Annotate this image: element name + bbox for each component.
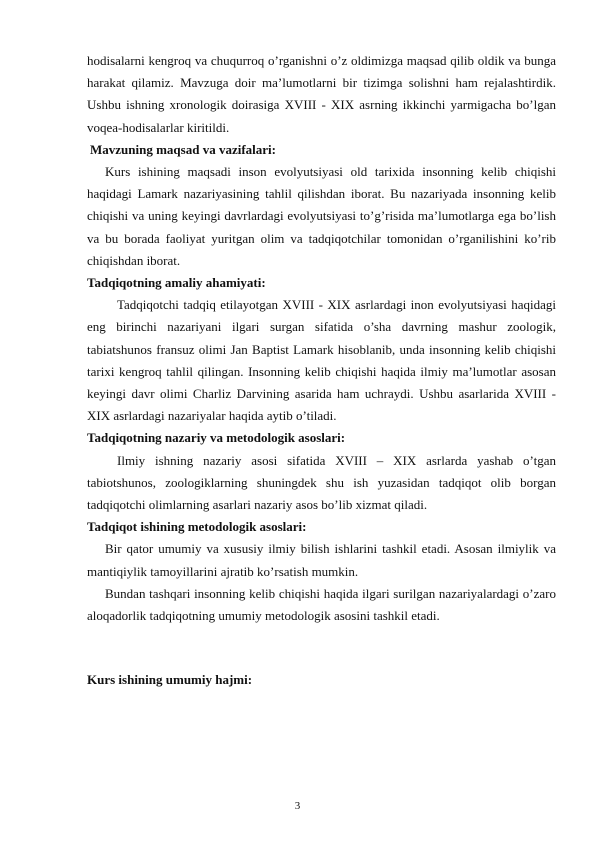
heading-amaliy: Tadqiqotning amaliy ahamiyati: xyxy=(87,275,266,291)
heading-hajm: Kurs ishining umumiy hajmi: xyxy=(87,672,253,688)
maqsad-paragraph: Kurs ishining maqsadi inson evolyutsiyasi old tarixida insonning kelib chiqishi haqidagi Lamark nazariyasining tahlil qilishdan iborat. Bu nazariyada insonning kelib chiqishi va uning keyingi davrlardagi evolyutsiyasi to’g’risida ma’lumotlarga ega bo’lish va bu borada faoliyat yuritgan olim va tadqiqotchilar tomonidan o’rganilishini ko’rib chiqishdan iborat. xyxy=(87,164,556,268)
heading-nazariy: Tadqiqotning nazariy va metodologik asoslari: xyxy=(87,430,346,446)
metod-paragraph-1: Bir qator umumiy va xususiy ilmiy bilish ishlarini tashkil etadi. Asosan ilmiylik va mantiqiylik tamoyillarini ajratib ko’rsatish mumkin. xyxy=(87,541,556,579)
intro-paragraph: hodisalarni kengroq va chuqurroq o’rganishni o’z oldimizga maqsad qilib oldik va bunga harakat qilamiz. Mavzuga doir ma’lumotlarni bir tizimga solishni ham rejalashtirdik. Ushbu ishning xronologik doirasiga XVIII - XIX asrning ikkinchi yarmigacha bo’lgan voqea-hodisalarlar kiritildi. xyxy=(87,53,556,135)
page-number: 3 xyxy=(294,800,301,812)
heading-metod: Tadqiqot ishining metodologik asoslari: xyxy=(87,519,307,535)
spacer xyxy=(87,627,556,669)
nazariy-paragraph: Ilmiy ishning nazariy asosi sifatida XVIII – XIX asrlarda yashab o’tgan tabiotshunos, zoologiklarning shuningdek shu ish yuzasidan tadqiqot olib borgan tadqiqotchi olimlarning asarlari nazariy asos bo’lib xizmat qiladi. xyxy=(87,452,556,513)
amaliy-paragraph: Tadqiqotchi tadqiq etilayotgan XVIII - XIX asrlardagi inon evolyutsiyasi haqidagi eng birinchi nazariyani ilgari surgan sifatida o’sha davrning mashur zoologik, tabiatshunos fransuz olimi Jan Baptist Lamark hisoblanib, unda insonning kelib chiqishi tarixi kengroq tahlil qilingan. Insonning kelib chiqishi haqida ilmiy ma’lumotlar asosan keyingi davr olimi Charliz Darvining asarida ham uchraydi. Ushbu asarlarida XVIII - XIX asrlardagi nazariyalar haqida aytib o’tiladi. xyxy=(87,297,556,424)
heading-maqsad: Mavzuning maqsad va vazifalari: xyxy=(90,141,276,157)
document-page xyxy=(87,50,556,691)
metod-paragraph-2: Bundan tashqari insonning kelib chiqishi haqida ilgari surilgan nazariyalardagi o’zaro aloqadorlik tadqiqotning umumiy metodologik asosini tashkil etadi. xyxy=(87,585,556,624)
